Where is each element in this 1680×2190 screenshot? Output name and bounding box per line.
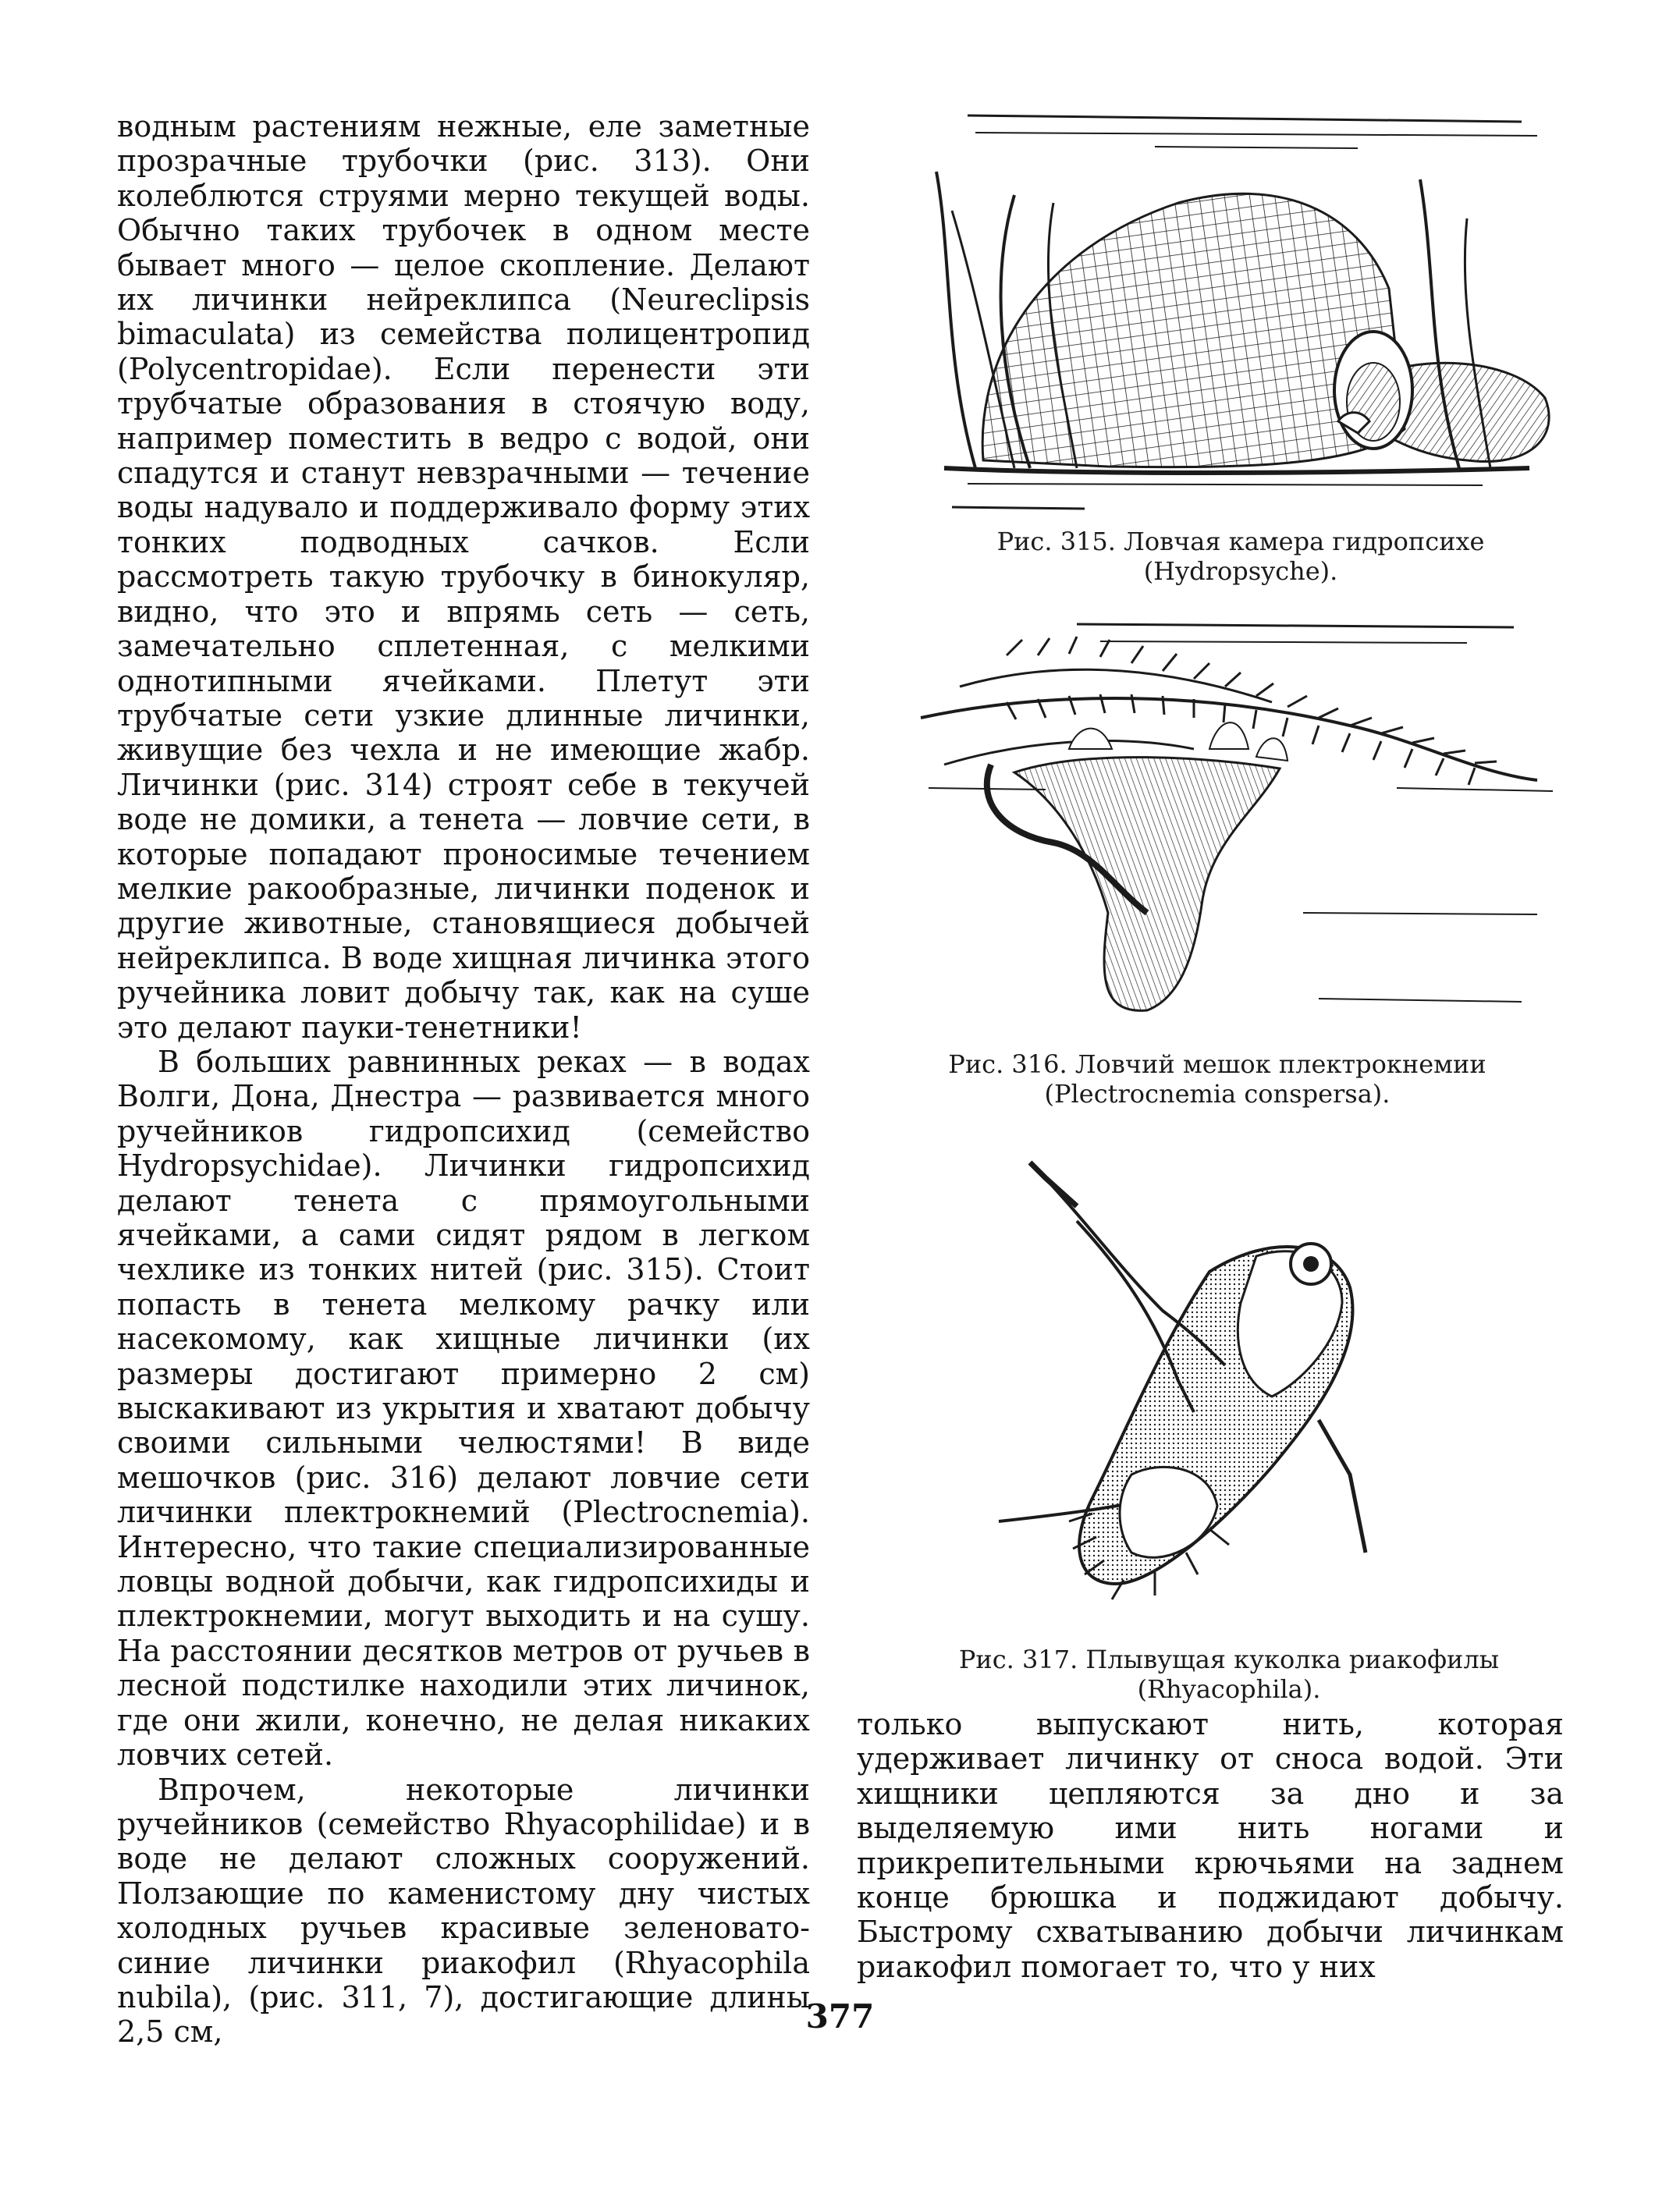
left-column	[117, 109, 810, 2050]
paragraph-rhyacophila: Впрочем, некоторые личинки ручейников (семейство Rhyacophilidae) и в воде не делают сложных сооружений. Ползающие по каменистому дну чистых холодных ручьев красивые зеленовато-синие личинки риакофил (Rhyacophila nubila), (рис. 311, 7), достигающие длины 2,5 см,	[117, 1772, 810, 2050]
figure-317-illustration	[975, 1147, 1475, 1631]
figure-316-caption: Рис. 316. Ловчий мешок плектрокнемии (Plectrocnemia conspersa).	[948, 1049, 1486, 1109]
paragraph-continuation: только выпускают нить, которая удерживает личинку от сноса водой. Эти хищники цепляются за дно и за выделяемую ими нить ногами и прикрепительными крючьями на заднем конце брюшка и поджидают добычу. Быстрому схватыванию добычи личинкам риакофил помогает то, что у них	[857, 1707, 1564, 1984]
figure-315-illustration	[921, 101, 1568, 538]
figure-315-caption: Рис. 315. Ловчая камера гидропсихе (Hydropsyche).	[996, 527, 1485, 586]
figure-316-illustration	[913, 609, 1561, 1045]
figure-317-caption: Рис. 317. Плывущая куколка риакофилы (Rhyacophila).	[958, 1645, 1500, 1704]
paragraph-nets: водным растениям нежные, еле заметные прозрачные трубочки (рис. 313). Они колеблются струями мерно текущей воды. Обычно таких трубочек в одном месте бывает много — целое скопление. Делают их личинки нейреклипса (Neureclipsis bimaculata) из семейства полицентропид (Polycentropidae). Если перенести эти трубчатые образования в стоячую воду, например поместить в ведро с водой, они спадутся и станут невзрачными — течение воды надувало и поддерживало форму этих тонких подводных сачков. Если рассмотреть такую трубочку в бинокуляр, видно, что это и впрямь сеть — сеть, замечательно сплетенная, с мелкими однотипными ячейками. Плетут эти трубчатые сети узкие длинные личинки, живущие без чехла и не имеющие жабр. Личинки (рис. 314) строят себе в текучей воде не домики, а тенета — ловчие сети, в которые попадают проносимые течением мелкие ракообразные, личинки поденок и другие животные, становящиеся добычей нейреклипса. В воде хищная личинка этого ручейника ловит добычу так, как на суше это делают пауки-тенетники!	[117, 109, 810, 1045]
right-column-text	[857, 1707, 1564, 1984]
paragraph-hydropsychids: В больших равнинных реках — в водах Волги, Дона, Днестра — развивается много ручейников гидропсихид (семейство Hydropsychidae). Личинки гидропсихид делают тенета с прямоугольными ячейками, а сами сидят рядом в легком чехлике из тонких нитей (рис. 315). Стоит попасть в тенета мелкому рачку или насекомому, как хищные личинки (их размеры достигают примерно 2 см) выскакивают из укрытия и хватают добычу своими сильными челюстями! В виде мешочков (рис. 316) делают ловчие сети личинки плектрокнемий (Plectrocnemia). Интересно, что такие специализированные ловцы водной добычи, как гидропсихиды и плектрокнемии, могут выходить и на сушу. На расстоянии десятков метров от ручьев в лесной подстилке находили этих личинок, где они жили, конечно, не делая никаких ловчих сетей.	[117, 1044, 810, 1773]
page-number: 377	[805, 1997, 875, 2036]
